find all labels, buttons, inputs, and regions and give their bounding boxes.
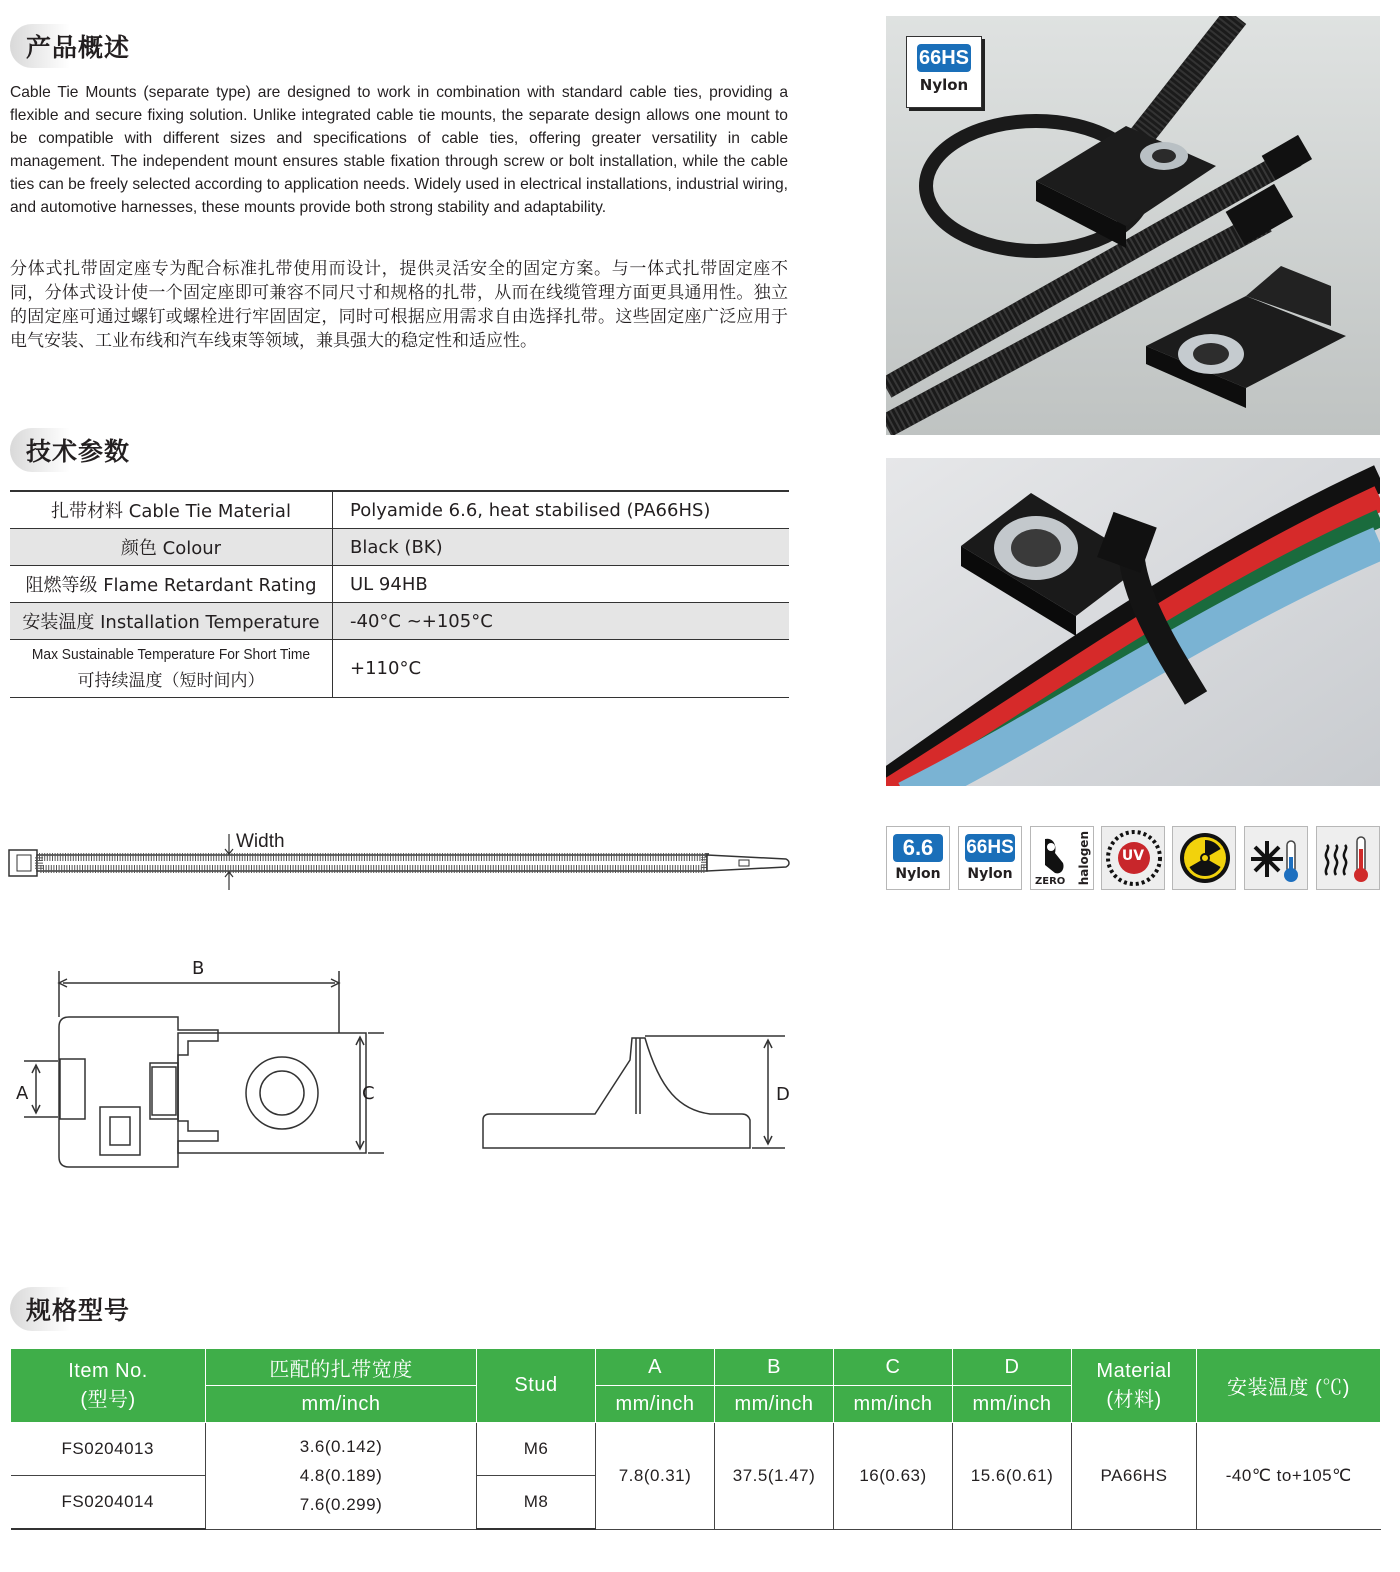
tech-heading: 技术参数 (26, 437, 131, 466)
spec-value: +110°C (333, 640, 790, 698)
width-label: Width (236, 831, 285, 852)
stud: M8 (477, 1476, 596, 1530)
tech-heading-block (10, 424, 210, 476)
nylon-66hs-icon (958, 826, 1022, 890)
product-photo-mounts (886, 16, 1380, 435)
spec-value: Polyamide 6.6, heat stabilised (PA66HS) (333, 491, 790, 529)
radiation-icon (1172, 826, 1236, 890)
heat-thermometer-icon (1317, 827, 1379, 889)
spec-label: 阻燃等级 Flame Retardant Rating (10, 566, 333, 603)
cable-tie-drawing (8, 830, 792, 892)
cold-resistant-icon (1244, 826, 1308, 890)
icon-top-text: 66HS (965, 834, 1015, 862)
unit-a: mm/inch (596, 1386, 715, 1423)
badge-bottom: Nylon (919, 76, 969, 94)
icon-vertical-text: halogen (1077, 831, 1091, 886)
spec-row (10, 640, 789, 698)
overview-heading: 产品概述 (26, 33, 131, 62)
col-item-label: Item No. (68, 1359, 148, 1382)
material-badge (906, 36, 982, 108)
overview-heading-block (10, 20, 210, 72)
table-row (11, 1423, 1381, 1476)
overview-text-cn: 分体式扎带固定座专为配合标准扎带使用而设计，提供灵活安全的固定方案。与一体式扎带固定座不同，分体式设计使一个固定座即可兼容不同尺寸和规格的扎带，从而在线缆管理方面更具通用性。独立的固定座可通过螺钉或螺栓进行牢固固定，同时可根据应用需求自由选择扎带。这些固定座广泛应用于电气安装、工业布线和汽车线束等领域，兼具强大的稳定性和适应性。 (10, 259, 788, 351)
item-no: FS0204013 (11, 1423, 206, 1476)
unit-b: mm/inch (715, 1386, 834, 1423)
header-row (11, 1349, 1381, 1386)
tie-width: 3.6(0.142) (299, 1437, 383, 1457)
spec-row (10, 529, 789, 566)
stud: M6 (477, 1423, 596, 1476)
mount-top-view-drawing (10, 955, 400, 1175)
icon-bottom-text: ZERO (1035, 876, 1066, 887)
dim-c-value: 16(0.63) (834, 1423, 953, 1530)
models-heading-block (10, 1283, 210, 1335)
feature-icons (886, 826, 1382, 892)
spec-label-en: Max Sustainable Temperature For Short Time (31, 646, 311, 663)
material-value: PA66HS (1072, 1423, 1197, 1530)
col-d: D (953, 1349, 1072, 1386)
spec-value: UL 94HB (333, 566, 790, 603)
dim-a-label: A (16, 1083, 29, 1104)
dim-d-value: 15.6(0.61) (953, 1423, 1072, 1530)
spec-row (10, 491, 789, 529)
col-width: 匹配的扎带宽度 (206, 1349, 477, 1386)
unit-c: mm/inch (834, 1386, 953, 1423)
unit-width: mm/inch (206, 1386, 477, 1423)
spec-value: -40°C ~+105°C (333, 603, 790, 640)
tie-widths (206, 1423, 477, 1530)
model-table (10, 1348, 1381, 1530)
unit-d: mm/inch (953, 1386, 1072, 1423)
overview-text-en: Cable Tie Mounts (separate type) are designed to work in combination with standard cable ties, providing a flexible and secure fixing solution. Unlike integrated cable tie mounts, the separate design allows one mount to be compatible with different sizes and specifications of cable ties, offering greater versatility in cable management. The independent mount ensures stable fixation through screw or bolt installation, while the cable ties can be freely selected according to application needs. Widely used in electrical installations, industrial wiring, and automotive harnesses, these mounts provide both strong stability and adaptability. (10, 84, 788, 216)
radiation-symbol-icon (1173, 827, 1235, 889)
col-c: C (834, 1349, 953, 1386)
dim-d-label: D (776, 1084, 790, 1105)
col-item-label-cn: (型号) (80, 1388, 136, 1411)
dim-c-label: C (362, 1083, 375, 1104)
spec-label: 颜色 Colour (10, 529, 333, 566)
icon-bottom-text: Nylon (895, 866, 941, 882)
heat-resistant-icon (1316, 826, 1380, 890)
spec-value: Black (BK) (333, 529, 790, 566)
temp-value: -40℃ to+105℃ (1197, 1423, 1381, 1530)
dim-b-label: B (192, 958, 205, 979)
mount-side-view-drawing (480, 1030, 800, 1154)
product-photo-cables (886, 458, 1380, 786)
col-a: A (596, 1349, 715, 1386)
zero-halogen-icon (1030, 826, 1094, 890)
badge-top: 66HS (917, 44, 971, 72)
dim-b-value: 37.5(1.47) (715, 1423, 834, 1530)
spec-row (10, 566, 789, 603)
tie-width: 7.6(0.299) (299, 1495, 383, 1515)
tech-spec-table (10, 490, 789, 698)
col-b: B (715, 1349, 834, 1386)
uv-resistant-icon (1101, 826, 1165, 890)
models-heading: 规格型号 (26, 1296, 131, 1325)
col-material (1072, 1349, 1197, 1423)
tie-width: 4.8(0.189) (299, 1466, 383, 1486)
col-temp: 安装温度 (℃) (1197, 1349, 1381, 1423)
dim-a-value: 7.8(0.31) (596, 1423, 715, 1530)
spec-row (10, 603, 789, 640)
icon-top-text: 6.6 (893, 834, 943, 862)
col-material-label: Material (1096, 1359, 1172, 1382)
item-no: FS0204014 (11, 1476, 206, 1530)
col-stud: Stud (477, 1349, 596, 1423)
spec-label (10, 640, 333, 698)
icon-label: UV (1121, 848, 1145, 864)
col-item (11, 1349, 206, 1423)
spec-label-cn: 可持续温度（短时间内） (77, 671, 265, 691)
spec-label: 扎带材料 Cable Tie Material (10, 491, 333, 529)
col-material-label-cn: (材料) (1106, 1388, 1162, 1411)
snowflake-thermometer-icon (1245, 827, 1307, 889)
spec-label: 安装温度 Installation Temperature (10, 603, 333, 640)
icon-bottom-text: Nylon (967, 866, 1013, 882)
nylon-66-icon (886, 826, 950, 890)
